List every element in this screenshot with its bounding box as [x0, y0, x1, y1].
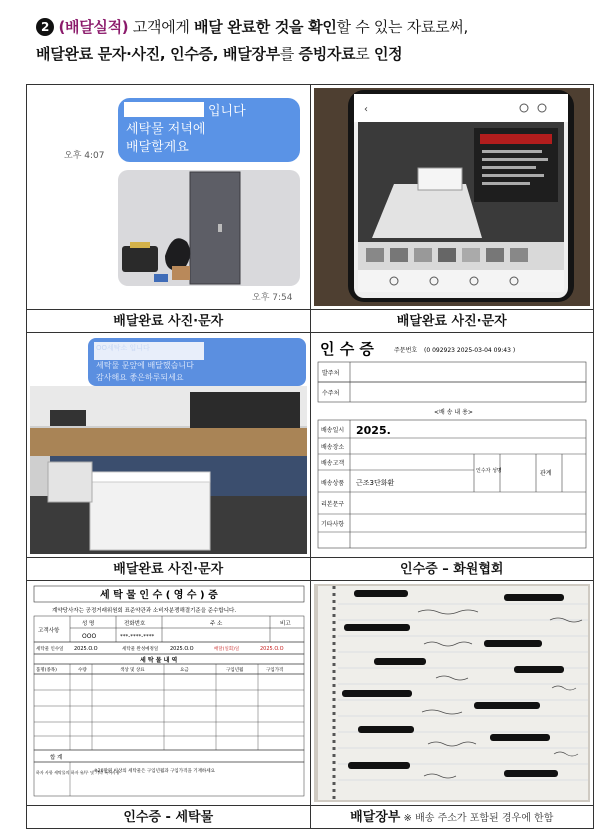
caption-1: 배달완료 사진·문자 [27, 310, 311, 333]
evidence-table [26, 84, 594, 829]
laundry-notice: 계약당사자는 공정거래위원회 표준약관과 소비자분쟁해결기준을 준수합니다. [52, 608, 237, 614]
laundry-col-1: 품명(종목) [36, 668, 57, 673]
sms-screenshot-2 [30, 336, 307, 554]
laundry-date-deliver-value: 2025.O.O [260, 646, 284, 652]
laundry-customer-label: 고객사항 [38, 628, 60, 634]
caption-4: 인수증 – 화원협회 [310, 558, 594, 581]
laundry-detail-title: 세 탁 물 내 역 [140, 657, 178, 664]
laundry-date-deliver-label: 배달(일회)일 [214, 647, 240, 652]
caption-3: 배달완료 사진·문자 [27, 558, 311, 581]
cell-delivery-ledger [310, 581, 594, 806]
sms-bubble-line-3: 배달할게요 [126, 140, 189, 155]
caption-6-main: 배달장부 [350, 810, 401, 825]
cell-sms-photo-2 [27, 333, 311, 558]
flower-other-label: 기타사항 [320, 521, 344, 528]
cell-receipt-laundry [27, 581, 311, 806]
intro-emph-c: 증빙자료 [298, 45, 356, 63]
flower-goods-label: 배송상품 [320, 480, 344, 487]
flower-goods-value: 근조3단화환 [355, 479, 394, 487]
sms2-line-2: 세탁물 문앞에 배달했습니다 [96, 361, 194, 370]
intro-text-c: 를 [279, 45, 299, 63]
flower-order-label: 주문번호 [393, 347, 417, 354]
intro-text-d: 로 [355, 45, 374, 63]
flower-date-label: 배송일시 [320, 427, 344, 434]
sms-bubble-line-1: 입니다 [208, 104, 246, 119]
flower-row-2: 수주처 [321, 390, 339, 397]
caption-2: 배달완료 사진·문자 [310, 310, 594, 333]
number-marker: 2 [36, 18, 54, 36]
sms-screenshot-1 [30, 88, 307, 306]
flower-receipt-title: 인 수 증 [319, 340, 374, 358]
flower-receipt [314, 336, 591, 554]
flower-order-value: (0 092923 2025-03-04 09:43 ) [423, 347, 515, 354]
flower-ribbon-label: 리본문구 [320, 501, 344, 508]
svg-text:‹: ‹ [363, 104, 368, 115]
flower-date-value: 2025. [355, 424, 391, 437]
cell-sms-photo-1 [27, 85, 311, 310]
sms-bubble-line-2: 세탁물 저녁에 [126, 122, 206, 137]
laundry-addr-label: 주 소 [210, 621, 223, 627]
laundry-date-done-label: 세탁물 완성예정일 [122, 647, 159, 652]
cell-phone-photo [310, 85, 594, 310]
laundry-col-5: 구입년월 [226, 668, 244, 673]
intro-line-1 [36, 14, 614, 41]
laundry-phone-label: 전화번호 [124, 621, 146, 627]
sms-time-1: 오후 4:07 [64, 151, 105, 161]
intro-text [36, 14, 614, 68]
laundry-date-done-value: 2025.O.O [170, 646, 194, 652]
laundry-note-label: 비고 [280, 621, 291, 627]
caption-6-note: ※ 배송 주소가 포함된 경우에 한함 [400, 813, 554, 824]
caption-5: 인수증 - 세탁물 [27, 806, 311, 829]
intro-emph-b: 배달완료 문자·사진, 인수증, 배달장부 [36, 45, 280, 63]
flower-signer-label: 인수자 성명 [475, 468, 502, 474]
laundry-col-4: 요금 [180, 668, 189, 673]
flower-section: <배 송 내 용> [433, 409, 473, 416]
redaction-box [124, 102, 204, 117]
flower-relation-label: 관계 [539, 470, 552, 477]
intro-emph-d: 인정 [373, 45, 403, 63]
laundry-title: 세 탁 물 인 수 ( 영 수 ) 증 [100, 590, 218, 601]
intro-text-a: 고객에게 [128, 18, 195, 36]
sms2-line-3: 감사해요 좋은하루되세요 [96, 373, 184, 382]
laundry-col-3: 색상 및 상표 [120, 668, 145, 673]
laundry-defect-label: 하자 사항 세탁물의 하자 유/무 및 기타 특이사항 [36, 770, 120, 775]
laundry-receipt [30, 584, 307, 802]
laundry-phone-value: ***-****-**** [120, 634, 155, 640]
intro-emph-a: 배달 완료한 것을 확인 [194, 18, 337, 36]
flower-customer-label: 배송고객 [320, 460, 344, 467]
laundry-date-in-value: 2025.O.O [74, 646, 98, 652]
laundry-col-2: 수량 [78, 668, 87, 673]
delivery-ledger-photo [314, 584, 591, 802]
intro-text-b: 할 수 있는 자료로써, [336, 18, 468, 36]
flower-place-label: 배송장소 [320, 444, 344, 451]
laundry-date-in-label: 세탁물 인수일 [36, 647, 64, 652]
sms2-line-1: OO세탁소 입니다 [96, 344, 150, 352]
laundry-col-6: 구입가격 [266, 668, 284, 673]
sms-time-2: 오후 7:54 [252, 293, 293, 303]
intro-category: (배달실적) [58, 18, 129, 36]
laundry-name-value: OOO [82, 633, 97, 640]
intro-line-2 [36, 41, 614, 68]
flower-row-1: 발주처 [321, 370, 339, 377]
caption-6 [310, 806, 594, 829]
laundry-total-label: 합 계 [50, 755, 63, 761]
cell-receipt-flower [310, 333, 594, 558]
laundry-name-label: 성 명 [82, 621, 95, 627]
phone-screen-photo [314, 88, 591, 306]
laundry-defect-note: ※20만원 이상의 세탁물은 구입년월과 구입가격을 기재하세요 [94, 769, 215, 774]
